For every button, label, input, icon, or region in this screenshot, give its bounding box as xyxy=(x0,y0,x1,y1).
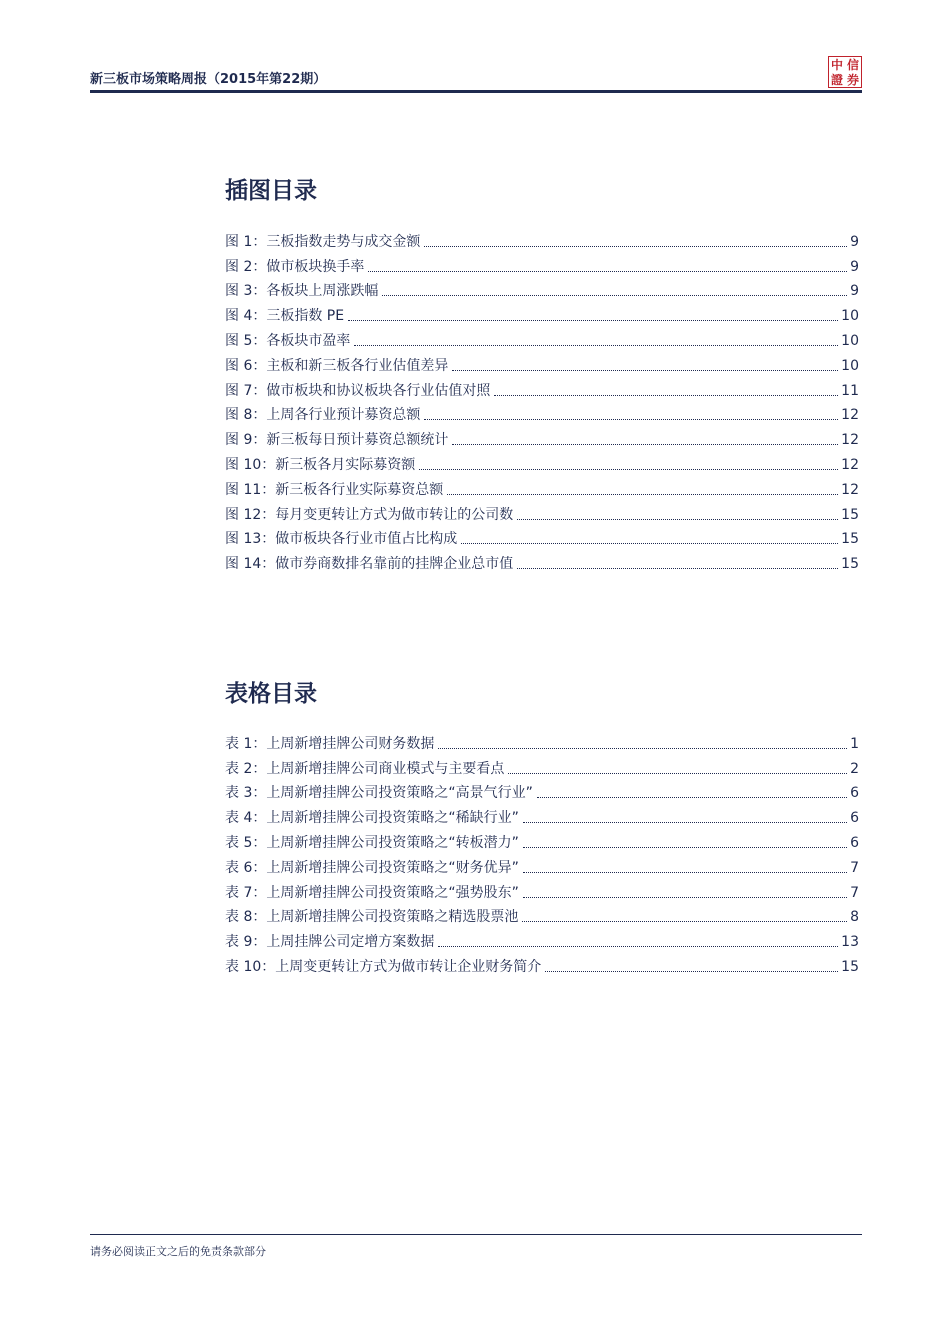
toc-entry-page: 6 xyxy=(850,810,859,827)
header-divider xyxy=(90,90,862,93)
toc-entry[interactable] xyxy=(225,902,859,927)
toc-entry[interactable] xyxy=(225,276,859,301)
page-header xyxy=(90,57,862,92)
toc-entry[interactable] xyxy=(225,251,859,276)
toc-dot-leader xyxy=(438,946,838,947)
toc-entry-page: 7 xyxy=(850,859,859,876)
toc-entry[interactable] xyxy=(225,548,859,573)
toc-dot-leader xyxy=(523,897,847,898)
toc-entry[interactable] xyxy=(225,300,859,325)
toc-dot-leader xyxy=(452,444,838,445)
toc-entry-label: 表 7：上周新增挂牌公司投资策略之“强势股东” xyxy=(225,884,519,901)
toc-entry[interactable] xyxy=(225,449,859,474)
toc-dot-leader xyxy=(368,271,847,272)
toc-entry-label: 表 4：上周新增挂牌公司投资策略之“稀缺行业” xyxy=(225,810,519,827)
toc-entry[interactable] xyxy=(225,325,859,350)
figures-toc-list xyxy=(225,226,859,573)
citic-securities-logo xyxy=(828,56,862,88)
toc-dot-leader xyxy=(523,822,847,823)
toc-entry-page: 1 xyxy=(850,735,859,752)
toc-dot-leader xyxy=(517,568,838,569)
toc-entry[interactable] xyxy=(225,474,859,499)
toc-entry[interactable] xyxy=(225,226,859,251)
toc-entry-label: 图 10：新三板各月实际募资额 xyxy=(225,456,416,473)
toc-entry-page: 15 xyxy=(841,531,859,548)
toc-dot-leader xyxy=(537,797,847,798)
tables-toc-list xyxy=(225,728,859,976)
toc-entry-label: 图 11：新三板各行业实际募资总额 xyxy=(225,481,444,498)
toc-entry-page: 10 xyxy=(841,332,859,349)
toc-entry[interactable] xyxy=(225,350,859,375)
report-title: 新三板市场策略周报（2015年第22期） xyxy=(90,72,327,87)
disclaimer-note: 请务必阅读正文之后的免责条款部分 xyxy=(90,1245,266,1258)
logo-char: 券 xyxy=(846,72,859,87)
footer-divider xyxy=(90,1234,862,1235)
toc-dot-leader xyxy=(424,419,838,420)
toc-entry-page: 15 xyxy=(841,506,859,523)
toc-entry[interactable] xyxy=(225,375,859,400)
toc-entry[interactable] xyxy=(225,524,859,549)
toc-dot-leader xyxy=(508,773,847,774)
toc-dot-leader xyxy=(517,519,838,520)
toc-entry[interactable] xyxy=(225,753,859,778)
toc-entry-label: 图 2：做市板块换手率 xyxy=(225,258,365,275)
toc-dot-leader xyxy=(382,295,847,296)
toc-entry-page: 12 xyxy=(841,456,859,473)
toc-entry-page: 12 xyxy=(841,432,859,449)
toc-entry-label: 图 9：新三板每日预计募资总额统计 xyxy=(225,432,449,449)
logo-char: 中 xyxy=(830,57,843,72)
toc-entry-page: 6 xyxy=(850,834,859,851)
toc-entry-page: 12 xyxy=(841,407,859,424)
toc-entry-page: 2 xyxy=(850,760,859,777)
toc-entry-label: 表 1：上周新增挂牌公司财务数据 xyxy=(225,735,435,752)
logo-char: 信 xyxy=(846,57,859,72)
logo-char: 證 xyxy=(830,72,843,87)
toc-dot-leader xyxy=(447,494,838,495)
toc-entry[interactable] xyxy=(225,852,859,877)
toc-dot-leader xyxy=(523,847,847,848)
toc-entry[interactable] xyxy=(225,728,859,753)
toc-entry-label: 图 1：三板指数走势与成交金额 xyxy=(225,233,421,250)
toc-dot-leader xyxy=(461,543,838,544)
toc-dot-leader xyxy=(494,395,838,396)
toc-entry-label: 图 14：做市券商数排名靠前的挂牌企业总市值 xyxy=(225,556,514,573)
toc-entry-label: 图 6：主板和新三板各行业估值差异 xyxy=(225,357,449,374)
toc-dot-leader xyxy=(424,246,847,247)
toc-entry-page: 11 xyxy=(841,382,859,399)
toc-entry-label: 表 5：上周新增挂牌公司投资策略之“转板潜力” xyxy=(225,834,519,851)
toc-entry[interactable] xyxy=(225,778,859,803)
toc-entry-label: 图 3：各板块上周涨跌幅 xyxy=(225,283,379,300)
toc-dot-leader xyxy=(522,921,847,922)
toc-entry-page: 15 xyxy=(841,556,859,573)
toc-entry[interactable] xyxy=(225,499,859,524)
toc-entry[interactable] xyxy=(225,802,859,827)
toc-dot-leader xyxy=(545,971,838,972)
toc-entry-page: 13 xyxy=(841,934,859,951)
toc-entry-label: 图 7：做市板块和协议板块各行业估值对照 xyxy=(225,382,491,399)
toc-entry-page: 10 xyxy=(841,357,859,374)
toc-entry-page: 8 xyxy=(850,909,859,926)
toc-entry-page: 9 xyxy=(850,233,859,250)
toc-dot-leader xyxy=(523,872,847,873)
toc-entry-label: 表 9：上周挂牌公司定增方案数据 xyxy=(225,934,435,951)
toc-entry-label: 表 3：上周新增挂牌公司投资策略之“高景气行业” xyxy=(225,785,533,802)
toc-entry-label: 图 8：上周各行业预计募资总额 xyxy=(225,407,421,424)
toc-entry[interactable] xyxy=(225,400,859,425)
toc-entry-label: 表 6：上周新增挂牌公司投资策略之“财务优异” xyxy=(225,859,519,876)
toc-entry-label: 图 5：各板块市盈率 xyxy=(225,332,351,349)
toc-dot-leader xyxy=(348,320,838,321)
toc-entry-page: 7 xyxy=(850,884,859,901)
toc-entry-label: 表 8：上周新增挂牌公司投资策略之精选股票池 xyxy=(225,909,519,926)
toc-entry-label: 图 12：每月变更转让方式为做市转让的公司数 xyxy=(225,506,514,523)
toc-entry[interactable] xyxy=(225,877,859,902)
toc-dot-leader xyxy=(419,469,838,470)
figures-toc-title: 插图目录 xyxy=(225,178,317,204)
toc-entry-page: 12 xyxy=(841,481,859,498)
toc-entry[interactable] xyxy=(225,424,859,449)
toc-entry[interactable] xyxy=(225,951,859,976)
toc-entry-page: 15 xyxy=(841,958,859,975)
toc-dot-leader xyxy=(452,370,838,371)
tables-toc-title: 表格目录 xyxy=(225,681,317,707)
toc-entry-label: 图 13：做市板块各行业市值占比构成 xyxy=(225,531,458,548)
toc-entry[interactable] xyxy=(225,926,859,951)
toc-dot-leader xyxy=(438,748,847,749)
toc-entry-label: 表 10：上周变更转让方式为做市转让企业财务简介 xyxy=(225,958,542,975)
toc-entry-page: 6 xyxy=(850,785,859,802)
toc-entry-page: 10 xyxy=(841,308,859,325)
toc-entry-page: 9 xyxy=(850,258,859,275)
toc-dot-leader xyxy=(354,345,838,346)
toc-entry-label: 图 4：三板指数 PE xyxy=(225,308,345,325)
toc-entry[interactable] xyxy=(225,827,859,852)
toc-entry-page: 9 xyxy=(850,283,859,300)
toc-entry-label: 表 2：上周新增挂牌公司商业模式与主要看点 xyxy=(225,760,505,777)
